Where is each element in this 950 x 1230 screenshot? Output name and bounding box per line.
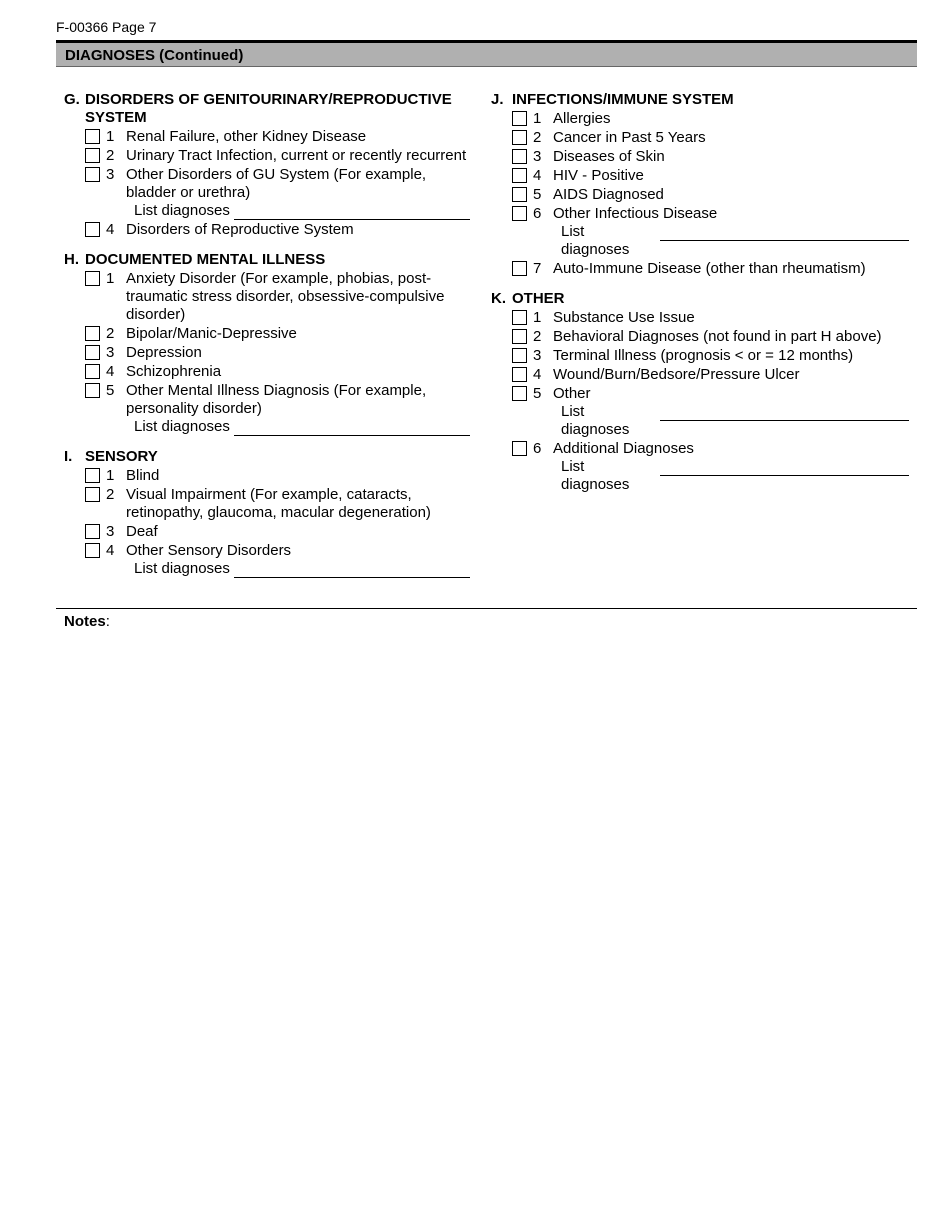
list-diagnoses-label: List diagnoses [561, 458, 630, 493]
checkbox-k4[interactable] [512, 367, 527, 382]
checkbox-item: 2 Visual Impairment (For example, cataracts, retinopathy, glaucoma, macular degeneration) [64, 486, 474, 522]
checkbox-item: 2 Bipolar/Manic-Depressive [64, 325, 474, 343]
checkbox-item: 1 Blind [64, 467, 474, 485]
checkbox-j5[interactable] [512, 187, 527, 202]
checkbox-item: 1 Renal Failure, other Kidney Disease [64, 128, 474, 146]
checkbox-j7[interactable] [512, 261, 527, 276]
section-j [491, 91, 909, 278]
checkbox-item: 1 Anxiety Disorder (For example, phobias, post-traumatic stress disorder, obsessive-compulsive disorder) [64, 270, 474, 324]
checkbox-item: 5 Other Mental Illness Diagnosis (For example, personality disorder) [64, 382, 474, 418]
list-diagnoses-label: List diagnoses [134, 202, 230, 219]
checkbox-h2[interactable] [85, 326, 100, 341]
list-diagnoses-row [561, 223, 909, 259]
checkbox-h1[interactable] [85, 271, 100, 286]
section-header [56, 40, 917, 67]
divider [56, 608, 917, 609]
checkbox-i2[interactable] [85, 487, 100, 502]
checkbox-j2[interactable] [512, 130, 527, 145]
section-i-title: I. SENSORY [64, 448, 158, 465]
section-j-title: J. INFECTIONS/IMMUNE SYSTEM [491, 91, 734, 108]
checkbox-item: 2 Urinary Tract Infection, current or recently recurrent [64, 147, 474, 165]
list-diagnoses-field-j[interactable] [660, 223, 909, 241]
header-title: DIAGNOSES (Continued) [65, 47, 244, 64]
section-g [64, 91, 474, 239]
checkbox-i1[interactable] [85, 468, 100, 483]
checkbox-k6[interactable] [512, 441, 527, 456]
notes-colon: : [105, 613, 110, 630]
checkbox-k3[interactable] [512, 348, 527, 363]
notes-label: Notes [64, 613, 106, 630]
checkbox-i3[interactable] [85, 524, 100, 539]
checkbox-k2[interactable] [512, 329, 527, 344]
list-diagnoses-field-g[interactable] [234, 202, 470, 220]
checkbox-item: 4 Disorders of Reproductive System [64, 221, 474, 239]
checkbox-item: 3 Diseases of Skin [491, 148, 909, 166]
checkbox-item: 1 Allergies [491, 110, 909, 128]
checkbox-k1[interactable] [512, 310, 527, 325]
checkbox-item: 6 Other Infectious Disease [491, 205, 909, 223]
list-diagnoses-row [134, 418, 474, 436]
checkbox-g2[interactable] [85, 148, 100, 163]
list-diagnoses-label: List diagnoses [561, 223, 630, 258]
checkbox-item: 4 HIV - Positive [491, 167, 909, 185]
right-column [491, 91, 909, 506]
section-k [491, 290, 909, 494]
notes-row [64, 613, 110, 630]
section-i [64, 448, 474, 578]
checkbox-item: 6 Additional Diagnoses [491, 440, 909, 458]
checkbox-item: 2 Behavioral Diagnoses (not found in part H above) [491, 328, 909, 346]
list-diagnoses-label: List diagnoses [134, 418, 230, 435]
checkbox-item: 7 Auto-Immune Disease (other than rheumatism) [491, 260, 909, 278]
checkbox-h3[interactable] [85, 345, 100, 360]
list-diagnoses-row [134, 202, 474, 220]
checkbox-h4[interactable] [85, 364, 100, 379]
checkbox-g3[interactable] [85, 167, 100, 182]
checkbox-g1[interactable] [85, 129, 100, 144]
checkbox-item: 3 Deaf [64, 523, 474, 541]
checkbox-item: 5 AIDS Diagnosed [491, 186, 909, 204]
list-diagnoses-label: List diagnoses [134, 560, 230, 577]
checkbox-item: 3 Terminal Illness (prognosis < or = 12 months) [491, 347, 909, 365]
checkbox-item: 4 Wound/Burn/Bedsore/Pressure Ulcer [491, 366, 909, 384]
checkbox-h5[interactable] [85, 383, 100, 398]
section-h [64, 251, 474, 436]
checkbox-item: 4 Other Sensory Disorders [64, 542, 474, 560]
checkbox-item: 2 Cancer in Past 5 Years [491, 129, 909, 147]
checkbox-j1[interactable] [512, 111, 527, 126]
list-diagnoses-row [561, 403, 909, 439]
list-diagnoses-row [134, 560, 474, 578]
section-k-title: K. OTHER [491, 290, 565, 307]
checkbox-g4[interactable] [85, 222, 100, 237]
checkbox-item: 4 Schizophrenia [64, 363, 474, 381]
list-diagnoses-field-k6[interactable] [660, 458, 909, 476]
section-h-title: H. DOCUMENTED MENTAL ILLNESS [64, 251, 326, 268]
form-id: F-00366 Page 7 [56, 19, 157, 35]
list-diagnoses-row [561, 458, 909, 494]
checkbox-k5[interactable] [512, 386, 527, 401]
left-column [64, 91, 474, 590]
list-diagnoses-field-k5[interactable] [660, 403, 909, 421]
checkbox-item: 5 Other [491, 385, 909, 403]
checkbox-item: 3 Depression [64, 344, 474, 362]
checkbox-item: 3 Other Disorders of GU System (For example, bladder or urethra) [64, 166, 474, 202]
checkbox-j3[interactable] [512, 149, 527, 164]
checkbox-j4[interactable] [512, 168, 527, 183]
list-diagnoses-field-i[interactable] [234, 560, 470, 578]
checkbox-item: 1 Substance Use Issue [491, 309, 909, 327]
checkbox-i4[interactable] [85, 543, 100, 558]
list-diagnoses-label: List diagnoses [561, 403, 630, 438]
section-g-title: G. DISORDERS OF GENITOURINARY/REPRODUCTIVE SYSTEM [64, 91, 452, 126]
checkbox-j6[interactable] [512, 206, 527, 221]
list-diagnoses-field-h[interactable] [234, 418, 470, 436]
